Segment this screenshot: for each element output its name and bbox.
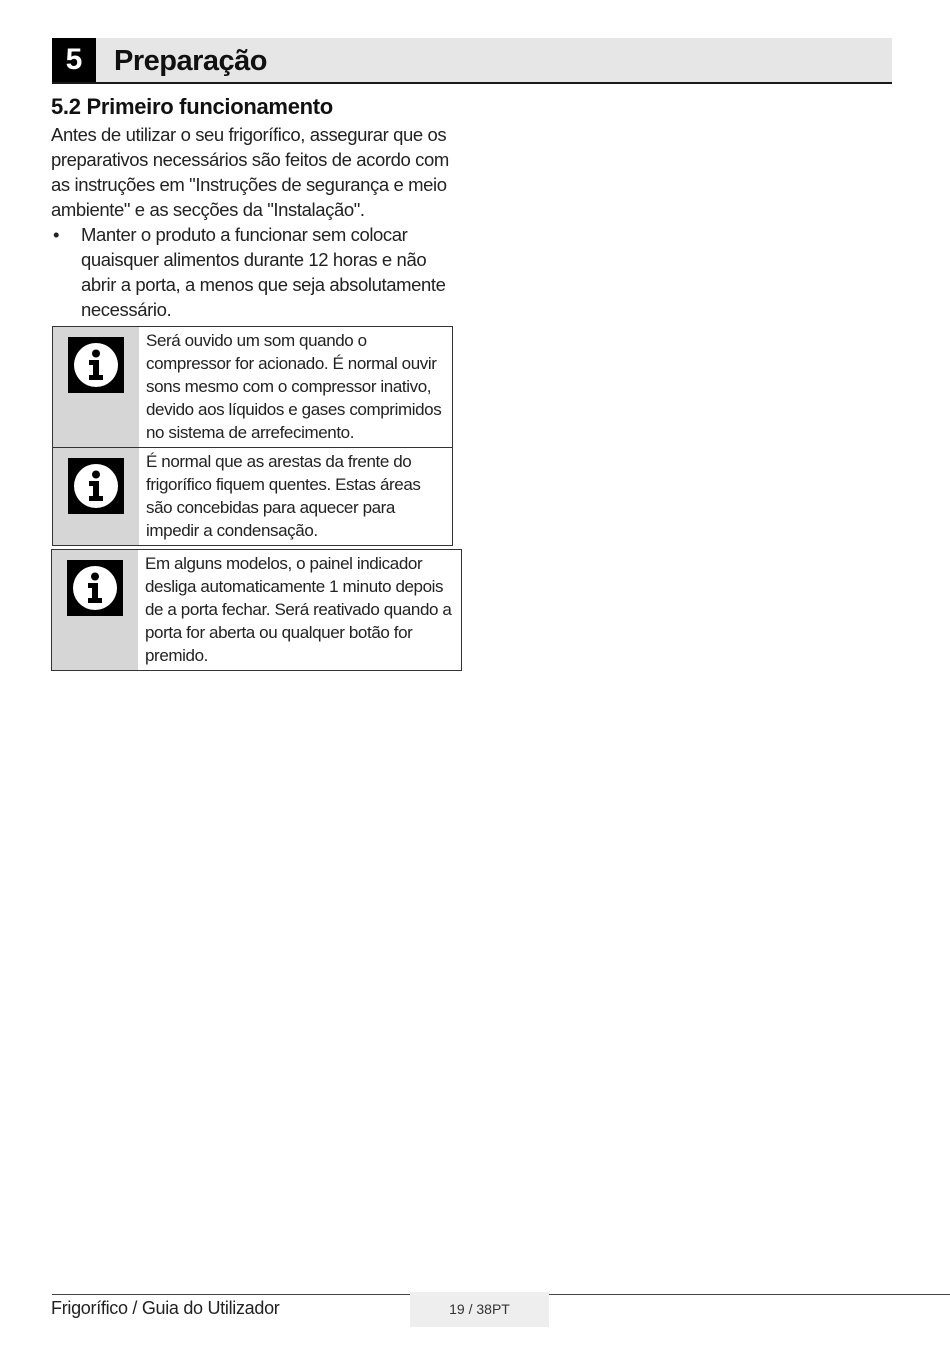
note-icon-cell <box>52 550 138 670</box>
footer-title: Frigorífico / Guia do Utilizador <box>51 1298 280 1318</box>
section-title: 5.2 Primeiro funcionamento <box>51 94 333 119</box>
page-number: 19 / 38PT <box>410 1292 549 1327</box>
bullet-dot: • <box>53 224 60 245</box>
note-group-b <box>51 549 462 671</box>
note-icon-cell <box>53 327 139 447</box>
note-text: É normal que as arestas da frente do frigorífico fiquem quentes. Estas áreas são concebidas para aquecer para impedir a condensação. <box>146 452 421 540</box>
bullet-list <box>51 222 463 322</box>
intro-paragraph: Antes de utilizar o seu frigorífico, assegurar que os preparativos necessários são feitos de acordo com as instruções em "Instruções de segurança e meio ambiente" e as secções da "Instalação". <box>51 124 449 220</box>
note-icon-cell <box>53 448 139 545</box>
note-text: Será ouvido um som quando o compressor for acionado. É normal ouvir sons mesmo com o compressor inativo, devido aos líquidos e gases comprimidos no sistema de arrefecimento. <box>146 331 442 442</box>
info-note <box>53 327 452 447</box>
note-group-a <box>52 326 453 546</box>
list-item <box>51 222 463 322</box>
info-note <box>53 447 452 545</box>
info-icon <box>67 560 123 616</box>
section-content <box>51 92 463 322</box>
chapter-title: Preparação <box>114 45 267 77</box>
chapter-header <box>52 38 892 84</box>
note-text: Em alguns modelos, o painel indicador desliga automaticamente 1 minuto depois de a porta fechar. Será reativado quando a porta for aberta ou qualquer botão for premido. <box>145 554 452 665</box>
chapter-number: 5 <box>52 38 96 82</box>
info-note <box>52 550 461 670</box>
list-item-text: Manter o produto a funcionar sem colocar quaisquer alimentos durante 12 horas e não abrir a porta, a menos que seja absolutamente necessário. <box>81 224 446 320</box>
info-icon <box>68 458 124 514</box>
info-icon <box>68 337 124 393</box>
